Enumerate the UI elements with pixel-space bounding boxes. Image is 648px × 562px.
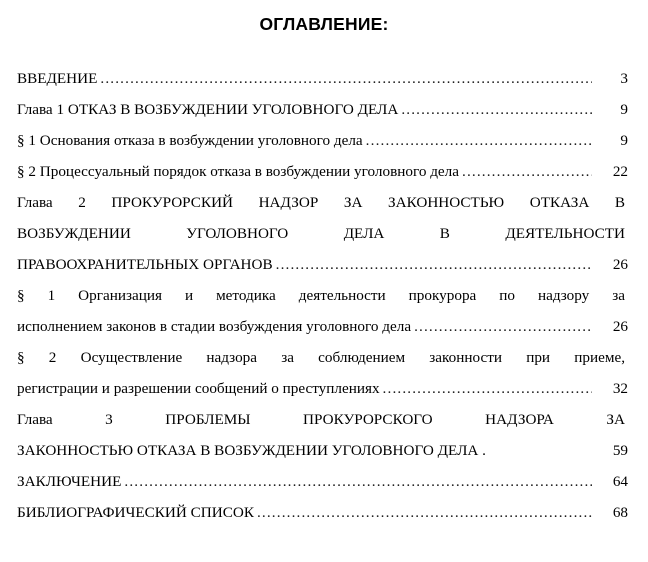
dot-leader bbox=[276, 249, 592, 280]
toc-entry-line bbox=[17, 311, 631, 342]
toc-entry-line bbox=[17, 342, 631, 373]
dot-leader bbox=[257, 497, 592, 528]
toc-entry[interactable] bbox=[17, 156, 631, 187]
page-title: ОГЛАВЛЕНИЕ: bbox=[259, 14, 389, 34]
toc-entry-title: § 2 Осуществление надзора за соблюдением законности при приеме, bbox=[17, 349, 625, 366]
toc-page-number: 64 bbox=[612, 473, 628, 490]
toc-page-number: 9 bbox=[620, 132, 628, 149]
toc-entry-title: Глава 3 ПРОБЛЕМЫ ПРОКУРОРСКОГО НАДЗОРА ЗА bbox=[17, 411, 625, 428]
toc-entry[interactable] bbox=[17, 466, 631, 497]
toc-entry[interactable] bbox=[17, 125, 631, 156]
toc-entry-title: Глава 2 ПРОКУРОРСКИЙ НАДЗОР ЗА ЗАКОННОСТЬЮ ОТКАЗА В bbox=[17, 194, 625, 211]
toc-entry-line bbox=[17, 404, 631, 435]
toc-page-number: 59 bbox=[612, 442, 628, 459]
dot-leader bbox=[383, 373, 592, 404]
toc-entry[interactable] bbox=[17, 63, 631, 94]
dot-leader bbox=[366, 125, 592, 156]
dot-leader bbox=[401, 94, 592, 125]
toc-entry[interactable] bbox=[17, 280, 631, 342]
toc-entry-line bbox=[17, 218, 631, 249]
toc-entry[interactable] bbox=[17, 497, 631, 528]
toc-page-number: 26 bbox=[612, 318, 628, 335]
toc-page-number: 22 bbox=[612, 163, 628, 180]
toc-entry-line bbox=[17, 373, 631, 404]
toc-entry[interactable] bbox=[17, 342, 631, 404]
toc-entry-line bbox=[17, 466, 631, 497]
toc-page-number: 68 bbox=[612, 504, 628, 521]
toc-entry-line bbox=[17, 125, 631, 156]
toc-entry-title: ВВЕДЕНИЕ bbox=[17, 70, 98, 87]
toc-entry-line bbox=[17, 156, 631, 187]
dot-leader bbox=[100, 63, 592, 94]
toc-entry-title: ЗАКОННОСТЬЮ ОТКАЗА В ВОЗБУЖДЕНИИ УГОЛОВНОГО ДЕЛА . bbox=[17, 442, 486, 459]
toc-page-number: 26 bbox=[612, 256, 628, 273]
toc-entry-title: регистрации и разрешении сообщений о преступлениях bbox=[17, 380, 380, 397]
toc-entry-title: исполнением законов в стадии возбуждения уголовного дела bbox=[17, 318, 412, 335]
toc-entry-title: Глава 1 ОТКАЗ В ВОЗБУЖДЕНИИ УГОЛОВНОГО ДЕЛА bbox=[17, 101, 399, 118]
toc-entry-title: БИБЛИОГРАФИЧЕСКИЙ СПИСОК bbox=[17, 504, 254, 521]
toc-entry-line bbox=[17, 187, 631, 218]
toc-entry-title: § 2 Процессуальный порядок отказа в возбуждении уголовного дела bbox=[17, 163, 459, 180]
toc-entry-line bbox=[17, 280, 631, 311]
toc-entry-line bbox=[17, 249, 631, 280]
toc-page-number: 3 bbox=[620, 70, 628, 87]
toc-entry-title: ЗАКЛЮЧЕНИЕ bbox=[17, 473, 122, 490]
toc-entry-line bbox=[17, 497, 631, 528]
toc-entry[interactable] bbox=[17, 187, 631, 280]
toc-page-number: 9 bbox=[620, 101, 628, 118]
toc-entry-line bbox=[17, 435, 631, 466]
toc-entry-line bbox=[17, 63, 631, 94]
dot-leader bbox=[462, 156, 592, 187]
toc-entry-title: ВОЗБУЖДЕНИИ УГОЛОВНОГО ДЕЛА В ДЕЯТЕЛЬНОСТИ bbox=[17, 225, 625, 242]
toc-entry-title: ПРАВООХРАНИТЕЛЬНЫХ ОРГАНОВ bbox=[17, 256, 273, 273]
toc-entry-line bbox=[17, 94, 631, 125]
toc-entry-title: § 1 Основания отказа в возбуждении уголовного дела bbox=[17, 132, 363, 149]
toc-entry-title: § 1 Организация и методика деятельности прокурора по надзору за bbox=[17, 287, 625, 304]
dot-leader bbox=[414, 311, 592, 342]
toc-entry[interactable] bbox=[17, 404, 631, 466]
toc-entry[interactable] bbox=[17, 94, 631, 125]
dot-leader bbox=[124, 466, 592, 497]
toc-page-number: 32 bbox=[612, 380, 628, 397]
table-of-contents-list bbox=[17, 63, 631, 528]
